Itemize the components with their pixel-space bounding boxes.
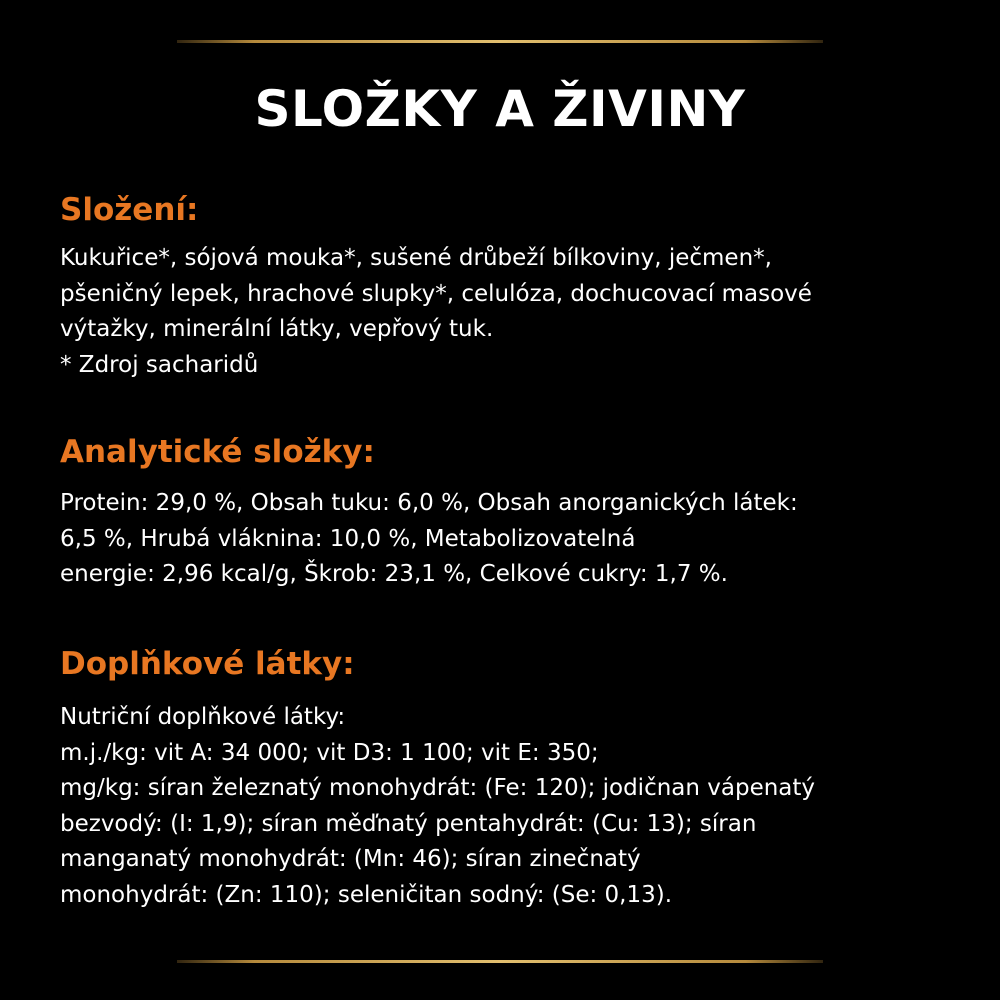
analytical-constituents-section <box>60 432 950 593</box>
top-gold-divider <box>177 40 823 43</box>
analytical-line: 6,5 %, Hrubá vláknina: 10,0 %, Metabolizovatelná <box>60 525 636 552</box>
bottom-gold-divider <box>177 960 823 963</box>
additives-line: Nutriční doplňkové látky: <box>60 704 346 730</box>
composition-line: výtažky, minerální látky, vepřový tuk. <box>60 316 494 342</box>
additives-section <box>60 644 950 913</box>
composition-text <box>60 241 950 383</box>
additives-line: mg/kg: síran železnatý monohydrát: (Fe: 120); jodičnan vápenatý <box>60 775 816 801</box>
composition-line: Kukuřice*, sójová mouka*, sušené drůbeží bílkoviny, ječmen*, <box>60 245 772 271</box>
additives-heading: Doplňkové látky: <box>60 646 355 682</box>
additives-text <box>60 700 950 913</box>
analytical-constituents-heading: Analytické složky: <box>60 434 375 470</box>
composition-section <box>60 190 950 383</box>
analytical-constituents-text <box>60 486 950 593</box>
analytical-line: energie: 2,96 kcal/g, Škrob: 23,1 %, Celkové cukry: 1,7 %. <box>60 561 728 587</box>
analytical-line: Protein: 29,0 %, Obsah tuku: 6,0 %, Obsah anorganických látek: <box>60 490 798 516</box>
additives-line: bezvodý: (I: 1,9); síran měďnatý pentahydrát: (Cu: 13); síran <box>60 810 757 837</box>
additives-line: m.j./kg: vit A: 34 000; vit D3: 1 100; vit E: 350; <box>60 739 599 766</box>
page-title: SLOŽKY A ŽIVINY <box>254 80 746 138</box>
additives-line: monohydrát: (Zn: 110); seleničitan sodný: (Se: 0,13). <box>60 881 673 908</box>
additives-line: manganatý monohydrát: (Mn: 46); síran zinečnatý <box>60 846 641 872</box>
composition-line: pšeničný lepek, hrachové slupky*, celulóza, dochucovací masové <box>60 280 812 307</box>
carbohydrate-source-note: * Zdroj sacharidů <box>60 351 259 378</box>
composition-heading: Složení: <box>60 192 199 228</box>
